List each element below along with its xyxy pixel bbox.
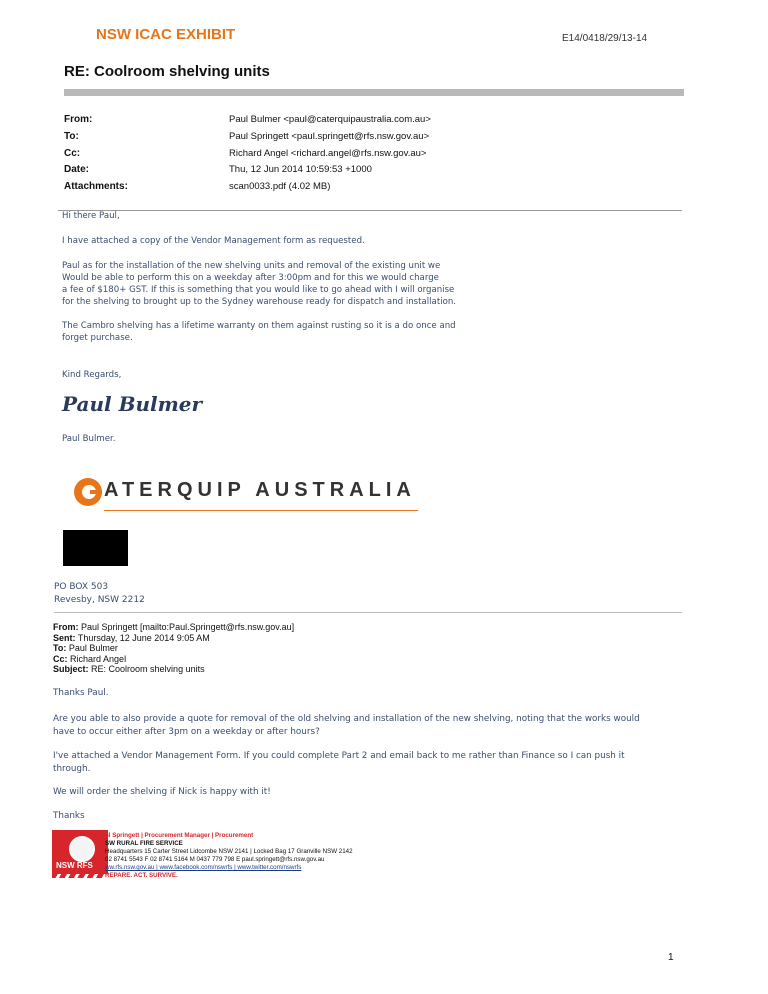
exhibit-stamp: NSW ICAC EXHIBIT <box>96 26 236 43</box>
paragraph-line: Paul as for the installation of the new shelving units and removal of the existing unit we <box>62 261 441 271</box>
from-label: From: <box>64 114 93 125</box>
exhibit-reference: E14/0418/29/13-14 <box>562 33 648 44</box>
logo-c-icon <box>74 478 102 506</box>
address-line: PO BOX 503 <box>54 582 109 592</box>
rfs-badge-label: NSW RFS <box>56 861 93 870</box>
fw-cc-label: Cc: <box>53 654 68 664</box>
paragraph-line: Are you able to also provide a quote for removal of the old shelving and installation of the new shelving, noting that the works would <box>53 714 640 724</box>
redaction-box <box>63 530 128 566</box>
paragraph-line: Would be able to perform this on a weekday after 3:00pm and for this we would charge <box>62 273 439 283</box>
page-number: 1 <box>668 952 674 963</box>
handwritten-signature: Paul Bulmer <box>62 392 203 416</box>
paragraph: We will order the shelving if Nick is happy with it! <box>53 787 271 797</box>
fw-thanks: Thanks Paul. <box>53 688 109 698</box>
date-label: Date: <box>64 164 90 175</box>
fw-cc-value: Richard Angel <box>70 654 127 664</box>
date-value: Thu, 12 Jun 2014 10:59:53 +1000 <box>229 164 372 175</box>
fw-from-label: From: <box>53 622 79 632</box>
subject-divider <box>64 89 684 96</box>
address-line: Revesby, NSW 2212 <box>54 595 145 605</box>
fw-from <box>53 622 294 632</box>
sender-name: Paul Bulmer. <box>62 434 116 444</box>
rfs-badge <box>52 830 108 874</box>
fw-sent <box>53 633 210 643</box>
closing: Kind Regards, <box>62 370 122 380</box>
paragraph-line: have to occur either after 3pm on a weekday or after hours? <box>53 727 320 737</box>
rfs-line: SW RURAL FIRE SERVICE <box>105 840 183 847</box>
attachments-label: Attachments: <box>64 181 128 192</box>
logo-wordmark: ATERQUIP AUSTRALIA <box>104 479 416 501</box>
forward-divider <box>54 612 682 613</box>
to-label: To: <box>64 131 79 142</box>
rfs-stripe <box>52 874 104 878</box>
rfs-line: Headquarters 15 Carter Street Lidcombe NSW 2141 | Locked Bag 17 Granville NSW 2142 <box>105 848 353 855</box>
attachment-link[interactable]: scan0033.pdf (4.02 MB) <box>229 181 331 192</box>
fw-subject-value: RE: Coolroom shelving units <box>91 664 205 674</box>
rfs-links[interactable]: ww.rfs.nsw.gov.au | www.facebook.com/nswrfs | www.twitter.com/nswrfs <box>105 864 302 871</box>
paragraph-line: I've attached a Vendor Management Form. If you could complete Part 2 and email back to me rather than Finance so I can push it <box>53 751 625 761</box>
rfs-email-signature <box>52 830 422 878</box>
logo-underline <box>104 510 418 511</box>
rfs-emblem-icon <box>69 836 95 862</box>
paragraph-line: forget purchase. <box>62 333 133 343</box>
rfs-line: 02 8741 5543 F 02 8741 5164 M 0437 779 798 E paul.springett@rfs.nsw.gov.au <box>105 856 325 863</box>
fw-to-value: Paul Bulmer <box>68 643 118 653</box>
paragraph-line: for the shelving to brought up to the Sydney warehouse ready for dispatch and installation. <box>62 297 457 307</box>
paragraph-line: The Cambro shelving has a lifetime warranty on them against rusting so it is a do once and <box>62 321 456 331</box>
paragraph-line: a fee of $180+ GST. If this is something that you would like to go ahead with I will organise <box>62 285 455 295</box>
cc-label: Cc: <box>64 148 81 159</box>
greeting: Hi there Paul, <box>62 211 120 221</box>
fw-closing: Thanks <box>53 811 85 821</box>
fw-to <box>53 643 118 653</box>
fw-to-label: To: <box>53 643 67 653</box>
fw-sent-label: Sent: <box>53 633 76 643</box>
paragraph-line: through. <box>53 764 91 774</box>
header-divider <box>58 210 682 211</box>
fw-subject <box>53 664 205 674</box>
email-subject: RE: Coolroom shelving units <box>64 63 270 80</box>
paragraph: I have attached a copy of the Vendor Management form as requested. <box>62 236 365 246</box>
rfs-line: ul Springett | Procurement Manager | Procurement <box>105 832 254 839</box>
from-value: Paul Bulmer <paul@caterquipaustralia.com.au> <box>229 114 431 125</box>
fw-sent-value: Thursday, 12 June 2014 9:05 AM <box>77 633 210 643</box>
to-value: Paul Springett <paul.springett@rfs.nsw.gov.au> <box>229 131 430 142</box>
fw-cc <box>53 654 126 664</box>
rfs-slogan: REPARE. ACT. SURVIVE. <box>105 872 178 879</box>
fw-from-value: Paul Springett [mailto:Paul.Springett@rfs.nsw.gov.au] <box>81 622 295 632</box>
fw-subject-label: Subject: <box>53 664 89 674</box>
cc-value: Richard Angel <richard.angel@rfs.nsw.gov.au> <box>229 148 427 159</box>
